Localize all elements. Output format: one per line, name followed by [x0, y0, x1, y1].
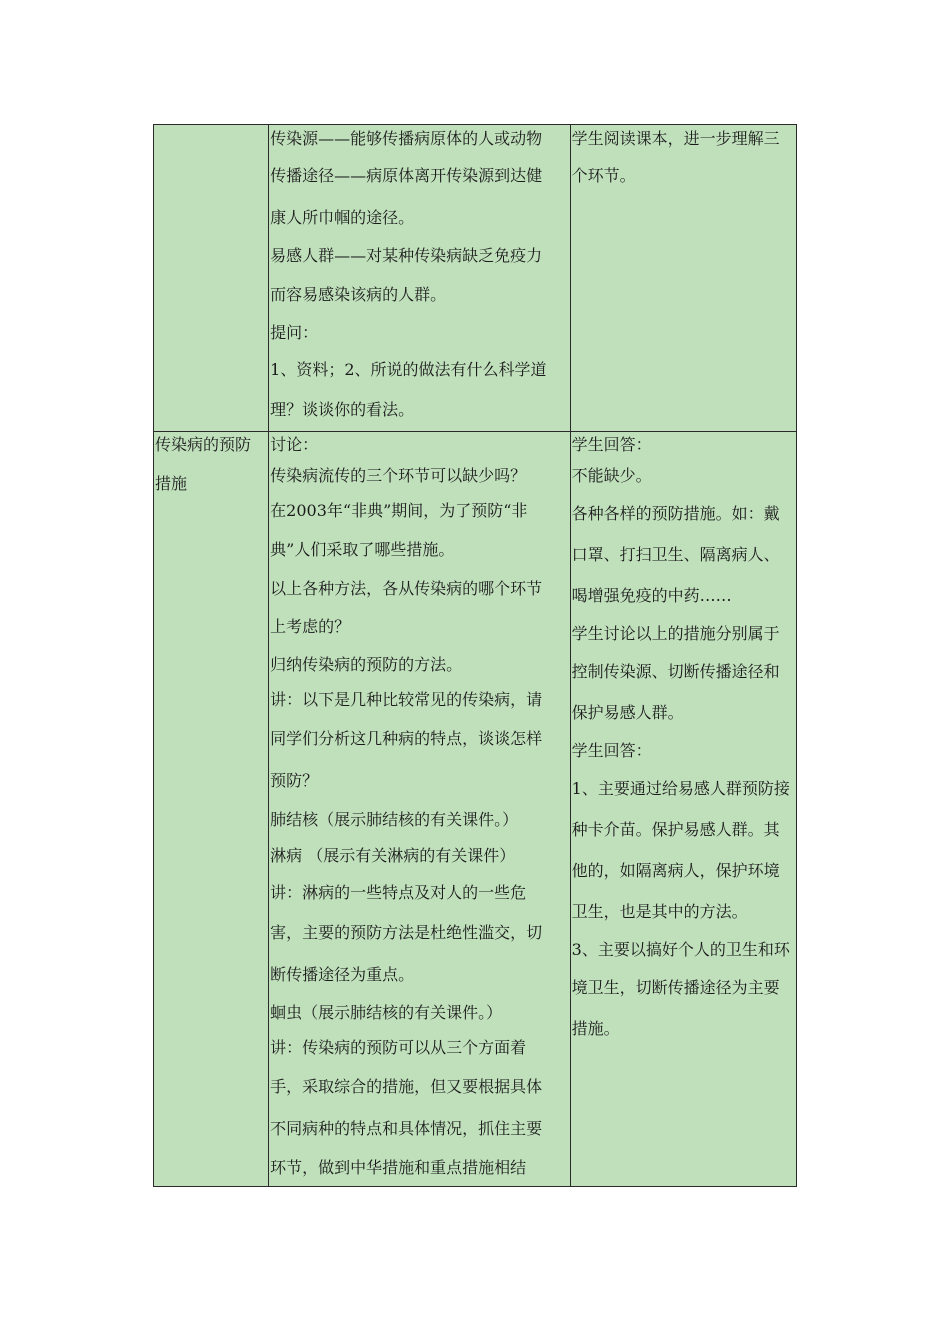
topic-cell: [154, 125, 269, 432]
teacher-text-line: 传染源——能够传播病原体的人或动物: [270, 129, 543, 148]
teacher-activity-cell: [269, 432, 570, 1187]
topic-text-line: 措施: [155, 474, 188, 493]
teacher-text-line: 康人所巾帼的途径。: [270, 208, 415, 227]
student-activity-cell: [570, 125, 796, 432]
teacher-text-line: 同学们分析这几种病的特点，谈谈怎样: [270, 729, 543, 748]
teacher-text-line: 不同病种的特点和具体情况，抓住主要: [270, 1119, 543, 1138]
student-text-line: 他的，如隔离病人，保护环境: [571, 861, 780, 880]
teacher-text-line: 手，采取综合的措施，但又要根据具体: [270, 1077, 543, 1096]
teacher-text-line: 淋病 （展示有关淋病的有关课件）: [270, 846, 516, 865]
teacher-text-line: 讲：以下是几种比较常见的传染病，请: [270, 690, 543, 709]
table-row: [154, 432, 797, 1187]
teacher-text-line: 讲：传染病的预防可以从三个方面着: [270, 1038, 527, 1057]
teacher-text-line: 蛔虫（展示肺结核的有关课件。）: [270, 1003, 503, 1022]
teacher-text-line: 易感人群——对某种传染病缺乏免疫力: [270, 246, 543, 265]
student-text-line: 3、主要以搞好个人的卫生和环: [571, 940, 790, 959]
teacher-text-line: 典”人们采取了哪些措施。: [270, 540, 455, 559]
teacher-text-line: 预防？: [270, 771, 319, 790]
teacher-text-line: 肺结核（展示肺结核的有关课件。）: [270, 810, 519, 829]
student-text-line: 1、主要通过给易感人群预防接: [571, 779, 790, 798]
student-text-line: 个环节。: [571, 166, 636, 185]
teacher-activity-cell: [269, 125, 570, 432]
teacher-text-line: 而容易感染该病的人群。: [270, 285, 447, 304]
teacher-text-line: 讲：淋病的一些特点及对人的一些危: [270, 883, 527, 902]
teacher-text-line: 上考虑的？: [270, 617, 351, 636]
student-text-line: 喝增强免疫的中药……: [571, 586, 732, 605]
teacher-text-line: 害，主要的预防方法是杜绝性滥交，切: [270, 923, 543, 942]
topic-text-line: 传染病的预防: [155, 435, 252, 454]
student-text-line: 不能缺少。: [571, 466, 652, 485]
student-text-line: 措施。: [571, 1019, 620, 1038]
student-activity-cell: [570, 432, 796, 1187]
student-text-line: 各种各样的预防措施。如：戴: [571, 504, 780, 523]
teacher-text-line: 传染病流传的三个环节可以缺少吗？: [270, 466, 527, 485]
table-row: [154, 125, 797, 432]
teacher-text-line: 传播途径——病原体离开传染源到达健: [270, 166, 543, 185]
teacher-text-line: 讨论：: [270, 435, 319, 454]
teacher-text-line: 理？谈谈你的看法。: [270, 400, 415, 419]
lesson-plan-table: [153, 124, 797, 1187]
student-text-line: 保护易感人群。: [571, 703, 684, 722]
teacher-text-line: 提问：: [270, 323, 319, 342]
teacher-text-line: 以上各种方法，各从传染病的哪个环节: [270, 579, 543, 598]
teacher-text-line: 断传播途径为重点。: [270, 965, 415, 984]
student-text-line: 学生阅读课本，进一步理解三: [571, 129, 780, 148]
student-text-line: 学生回答：: [571, 435, 652, 454]
topic-cell: [154, 432, 269, 1187]
student-text-line: 学生讨论以上的措施分别属于: [571, 624, 780, 643]
student-text-line: 学生回答：: [571, 741, 652, 760]
teacher-text-line: 在2003年“非典”期间，为了预防“非: [270, 501, 528, 520]
student-text-line: 控制传染源、切断传播途径和: [571, 662, 780, 681]
teacher-text-line: 环节，做到中华措施和重点措施相结: [270, 1158, 527, 1177]
student-text-line: 种卡介苗。保护易感人群。其: [571, 820, 780, 839]
student-text-line: 卫生，也是其中的方法。: [571, 902, 748, 921]
teacher-text-line: 归纳传染病的预防的方法。: [270, 655, 463, 674]
student-text-line: 境卫生，切断传播途径为主要: [571, 978, 780, 997]
student-text-line: 口罩、打扫卫生、隔离病人、: [571, 545, 780, 564]
teacher-text-line: 1、资料；2、所说的做法有什么科学道: [270, 360, 547, 379]
